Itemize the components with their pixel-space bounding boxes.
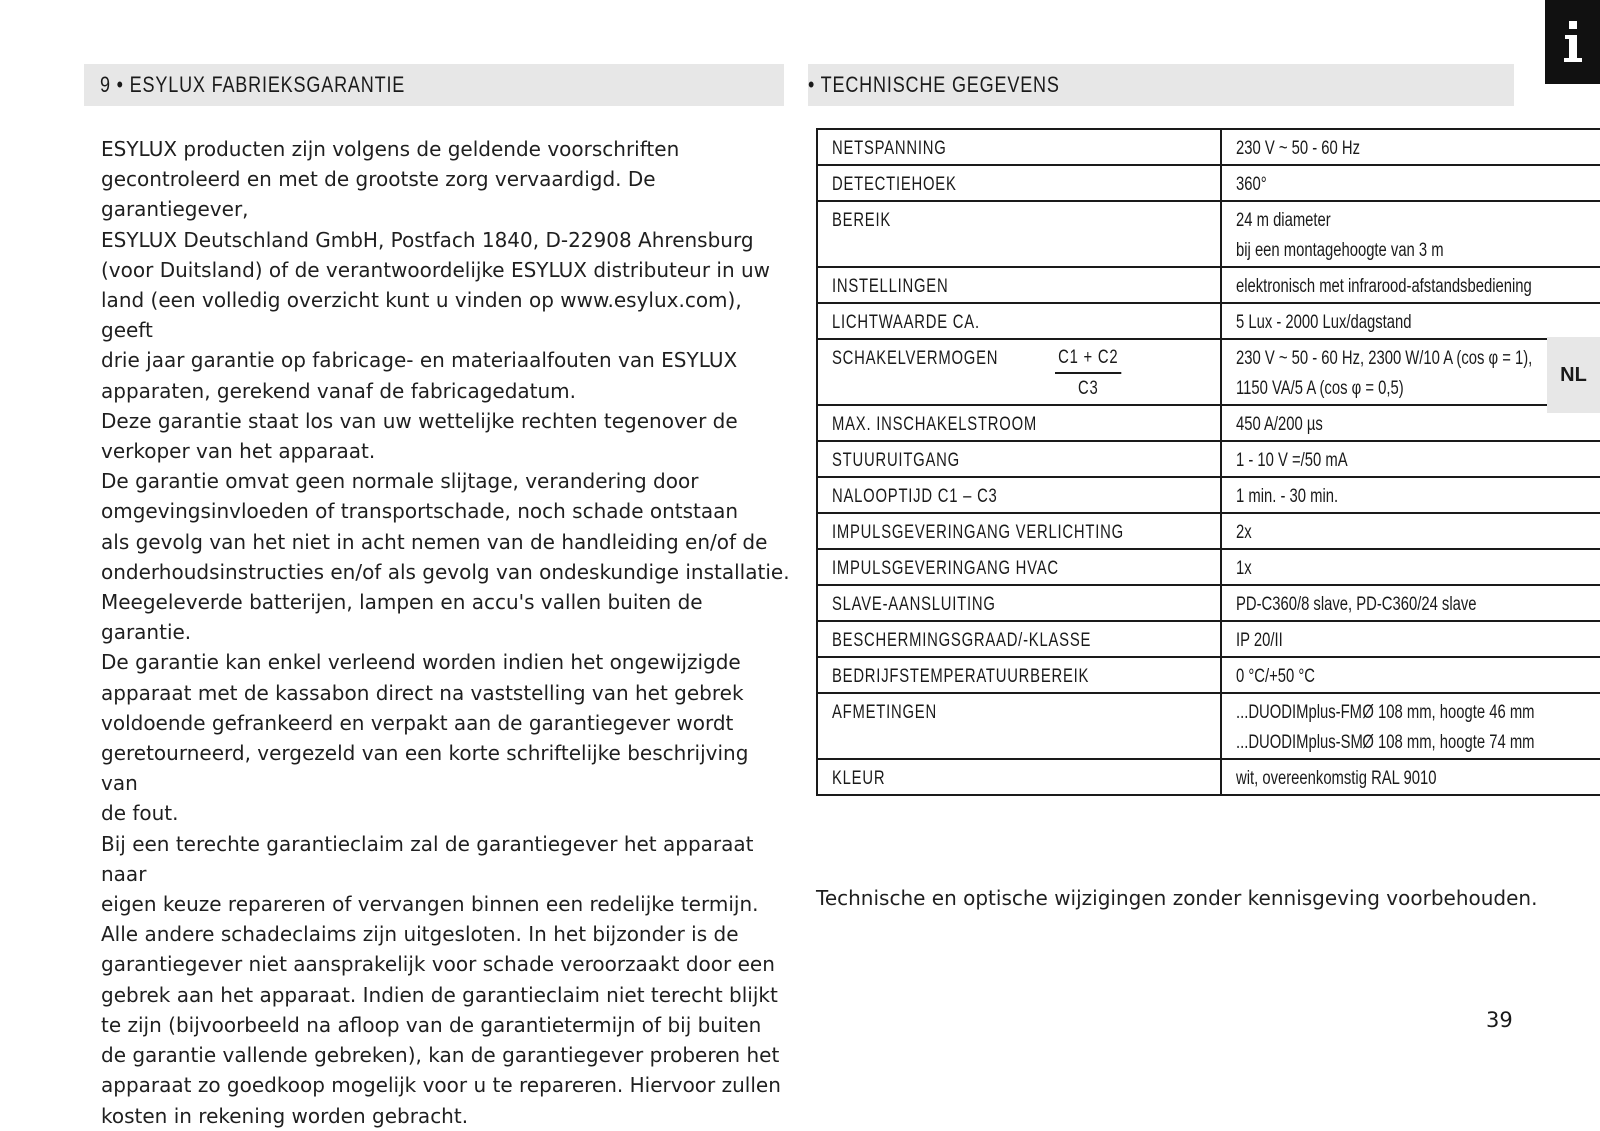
channel-top: C1 + C2 xyxy=(1055,344,1121,374)
warranty-line: eigen keuze repareren of vervangen binnen een redelijke termijn. xyxy=(101,892,759,917)
spec-value-line: 24 m diameter xyxy=(1236,210,1331,231)
spec-key-label: BESCHERMINGSGRAAD/-KLASSE xyxy=(832,630,1092,651)
spec-value xyxy=(1221,441,1600,477)
channel-bottom: C3 xyxy=(1078,378,1099,399)
spec-value-line: 1 min. - 30 min. xyxy=(1236,486,1339,507)
warranty-line: kosten in rekening worden gebracht. xyxy=(101,1103,469,1128)
warranty-line: de fout. xyxy=(101,801,179,826)
spec-row xyxy=(817,129,1600,165)
spec-value-line-2: bij een montagehoogte van 3 m xyxy=(1236,240,1444,261)
disclaimer-note: Technische en optische wijzigingen zonder kennisgeving voorbehouden. xyxy=(816,886,1538,910)
page-number: 39 xyxy=(1486,1008,1513,1032)
spec-value xyxy=(1221,267,1600,303)
spec-key-label: IMPULSGEVERINGANG VERLICHTING xyxy=(832,522,1124,543)
spec-row xyxy=(817,657,1600,693)
spec-value xyxy=(1221,405,1600,441)
dimension-size: Ø 108 mm, hoogte 46 mm xyxy=(1362,702,1535,723)
spec-value xyxy=(1221,657,1600,693)
spec-value xyxy=(1221,549,1600,585)
spec-row xyxy=(817,339,1600,405)
warranty-heading: 9 • ESYLUX FABRIEKSGARANTIE xyxy=(100,72,406,97)
spec-row xyxy=(817,405,1600,441)
warranty-line: apparaat zo goedkoop mogelijk voor u te repareren. Hiervoor zullen xyxy=(101,1073,781,1098)
warranty-body xyxy=(101,134,791,1131)
spec-value-line-2: 1150 VA/5 A (cos φ = 0,5) xyxy=(1236,378,1404,399)
spec-table xyxy=(816,128,1600,796)
warranty-line: onderhoudsinstructies en/of als gevolg van ondeskundige installatie. xyxy=(101,559,790,584)
dimension-line xyxy=(1236,728,1535,758)
spec-value-line: IP 20/II xyxy=(1236,630,1283,651)
warranty-line: drie jaar garantie op fabricage- en materiaalfouten van ESYLUX xyxy=(101,348,738,373)
spec-value-line: 5 Lux - 2000 Lux/dagstand xyxy=(1236,312,1412,333)
warranty-line: garantiegever niet aansprakelijk voor schade veroorzaakt door een xyxy=(101,952,775,977)
spec-row xyxy=(817,201,1600,267)
spec-row xyxy=(817,165,1600,201)
spec-key-label: BEREIK xyxy=(832,210,892,231)
spec-value xyxy=(1221,759,1600,795)
spec-key xyxy=(817,549,1221,585)
spec-value-line: 230 V ~ 50 - 60 Hz, 2300 W/10 A (cos φ = 1), xyxy=(1236,348,1533,369)
warranty-line: Meegeleverde batterijen, lampen en accu's vallen buiten de garantie. xyxy=(101,590,703,645)
warranty-line: te zijn (bijvoorbeeld na afloop van de garantietermijn of bij buiten xyxy=(101,1012,762,1037)
spec-value-line: 1x xyxy=(1236,558,1252,579)
spec-key-label: BEDRIJFSTEMPERATUURBEREIK xyxy=(832,666,1090,687)
specs-heading: • TECHNISCHE GEGEVENS xyxy=(808,72,1060,97)
spec-row xyxy=(817,303,1600,339)
dimension-wrap xyxy=(1236,698,1535,728)
warranty-line: ESYLUX Deutschland GmbH, Postfach 1840, D-22908 Ahrensburg xyxy=(101,227,754,252)
spec-row xyxy=(817,621,1600,657)
spec-key-label: STUURUITGANG xyxy=(832,450,960,471)
spec-key xyxy=(817,165,1221,201)
spec-key xyxy=(817,303,1221,339)
spec-value-line: 1 - 10 V =/50 mA xyxy=(1236,450,1348,471)
spec-key-label: DETECTIEHOEK xyxy=(832,174,957,195)
spec-key xyxy=(817,441,1221,477)
dimension-line xyxy=(1236,698,1535,728)
spec-row xyxy=(817,441,1600,477)
spec-key-label: INSTELLINGEN xyxy=(832,276,949,297)
spec-value-line: 0 °C/+50 °C xyxy=(1236,666,1316,687)
spec-row xyxy=(817,585,1600,621)
spec-value-line: 230 V ~ 50 - 60 Hz xyxy=(1236,138,1361,159)
spec-value-line: elektronisch met infrarood-afstandsbediening xyxy=(1236,276,1532,297)
spec-value xyxy=(1221,477,1600,513)
spec-row xyxy=(817,549,1600,585)
spec-key xyxy=(817,477,1221,513)
spec-value xyxy=(1221,303,1600,339)
warranty-line: Bij een terechte garantieclaim zal de garantiegever het apparaat naar xyxy=(101,831,754,886)
warranty-line: ESYLUX producten zijn volgens de geldende voorschriften xyxy=(101,137,680,161)
spec-key-label: SLAVE-AANSLUITING xyxy=(832,594,996,615)
warranty-line: gecontroleerd en met de grootste zorg vervaardigd. De garantiegever, xyxy=(101,167,656,222)
warranty-line: apparaten, gerekend vanaf de fabricagedatum. xyxy=(101,378,577,403)
spec-key-label: NALOOPTIJD C1 – C3 xyxy=(832,486,998,507)
spec-value-line: 360° xyxy=(1236,174,1267,195)
spec-key-label: MAX. INSCHAKELSTROOM xyxy=(832,414,1038,435)
spec-key xyxy=(817,339,1221,405)
warranty-line: apparaat met de kassabon direct na vaststelling van het gebrek xyxy=(101,680,744,705)
language-label: NL xyxy=(1560,363,1587,386)
spec-key-label: SCHAKELVERMOGEN xyxy=(832,348,999,369)
warranty-line: De garantie kan enkel verleend worden indien het ongewijzigde xyxy=(101,650,741,675)
spec-value xyxy=(1221,513,1600,549)
warranty-line: als gevolg van het niet in acht nemen van de handleiding en/of de xyxy=(101,529,768,554)
dimension-model: ...DUODIMplus-SM xyxy=(1236,732,1364,753)
spec-key-label: IMPULSGEVERINGANG HVAC xyxy=(832,558,1059,579)
spec-value xyxy=(1221,165,1600,201)
spec-row xyxy=(817,267,1600,303)
warranty-line: Deze garantie staat los van uw wettelijke rechten tegenover de xyxy=(101,408,738,433)
spec-row xyxy=(817,759,1600,795)
spec-key xyxy=(817,693,1221,759)
warranty-line: verkoper van het apparaat. xyxy=(101,439,376,464)
spec-key xyxy=(817,513,1221,549)
spec-value-line: PD-C360/8 slave, PD-C360/24 slave xyxy=(1236,594,1477,615)
dimension-wrap xyxy=(1236,728,1535,758)
warranty-line: (voor Duitsland) of de verantwoordelijke ESYLUX distributeur in uw xyxy=(101,257,771,282)
warranty-line: omgevingsinvloeden of transportschade, noch schade ontstaan xyxy=(101,499,739,524)
spec-key-label: LICHTWAARDE CA. xyxy=(832,312,980,333)
spec-row xyxy=(817,693,1600,759)
language-tab xyxy=(1547,337,1600,413)
spec-value xyxy=(1221,585,1600,621)
spec-value xyxy=(1221,201,1600,267)
spec-key xyxy=(817,129,1221,165)
spec-value-line: 450 A/200 µs xyxy=(1236,414,1324,435)
warranty-line: voldoende gefrankeerd en verpakt aan de garantiegever wordt xyxy=(101,710,734,735)
info-tab xyxy=(1545,0,1600,84)
spec-key xyxy=(817,585,1221,621)
warranty-line: geretourneerd, vergezeld van een korte schriftelijke beschrijving van xyxy=(101,741,749,796)
warranty-line: de garantie vallende gebreken), kan de garantiegever proberen het xyxy=(101,1043,780,1068)
spec-row xyxy=(817,513,1600,549)
warranty-line: land (een volledig overzicht kunt u vinden op www.esylux.com), geeft xyxy=(101,288,742,343)
spec-value-line: wit, overeenkomstig RAL 9010 xyxy=(1236,768,1437,789)
warranty-line: De garantie omvat geen normale slijtage, verandering door xyxy=(101,469,699,494)
spec-key-label: KLEUR xyxy=(832,768,886,789)
spec-key-label: AFMETINGEN xyxy=(832,702,937,723)
warranty-line: Alle andere schadeclaims zijn uitgesloten. In het bijzonder is de xyxy=(101,922,739,947)
spec-key xyxy=(817,267,1221,303)
dimension-model: ...DUODIMplus-FM xyxy=(1236,702,1363,723)
specs-heading-bar xyxy=(808,64,1514,106)
spec-key xyxy=(817,405,1221,441)
spec-row xyxy=(817,477,1600,513)
channel-fraction xyxy=(1055,344,1121,404)
dimension-size: Ø 108 mm, hoogte 74 mm xyxy=(1362,732,1535,753)
spec-key-label: NETSPANNING xyxy=(832,138,947,159)
warranty-heading-bar xyxy=(84,64,784,106)
info-icon xyxy=(1560,20,1586,64)
spec-key xyxy=(817,759,1221,795)
spec-value xyxy=(1221,129,1600,165)
spec-key xyxy=(817,657,1221,693)
spec-value xyxy=(1221,621,1600,657)
spec-value-line: 2x xyxy=(1236,522,1252,543)
spec-key xyxy=(817,621,1221,657)
spec-value xyxy=(1221,339,1600,405)
spec-key xyxy=(817,201,1221,267)
warranty-line: gebrek aan het apparaat. Indien de garantieclaim niet terecht blijkt xyxy=(101,982,778,1007)
spec-value xyxy=(1221,693,1600,759)
